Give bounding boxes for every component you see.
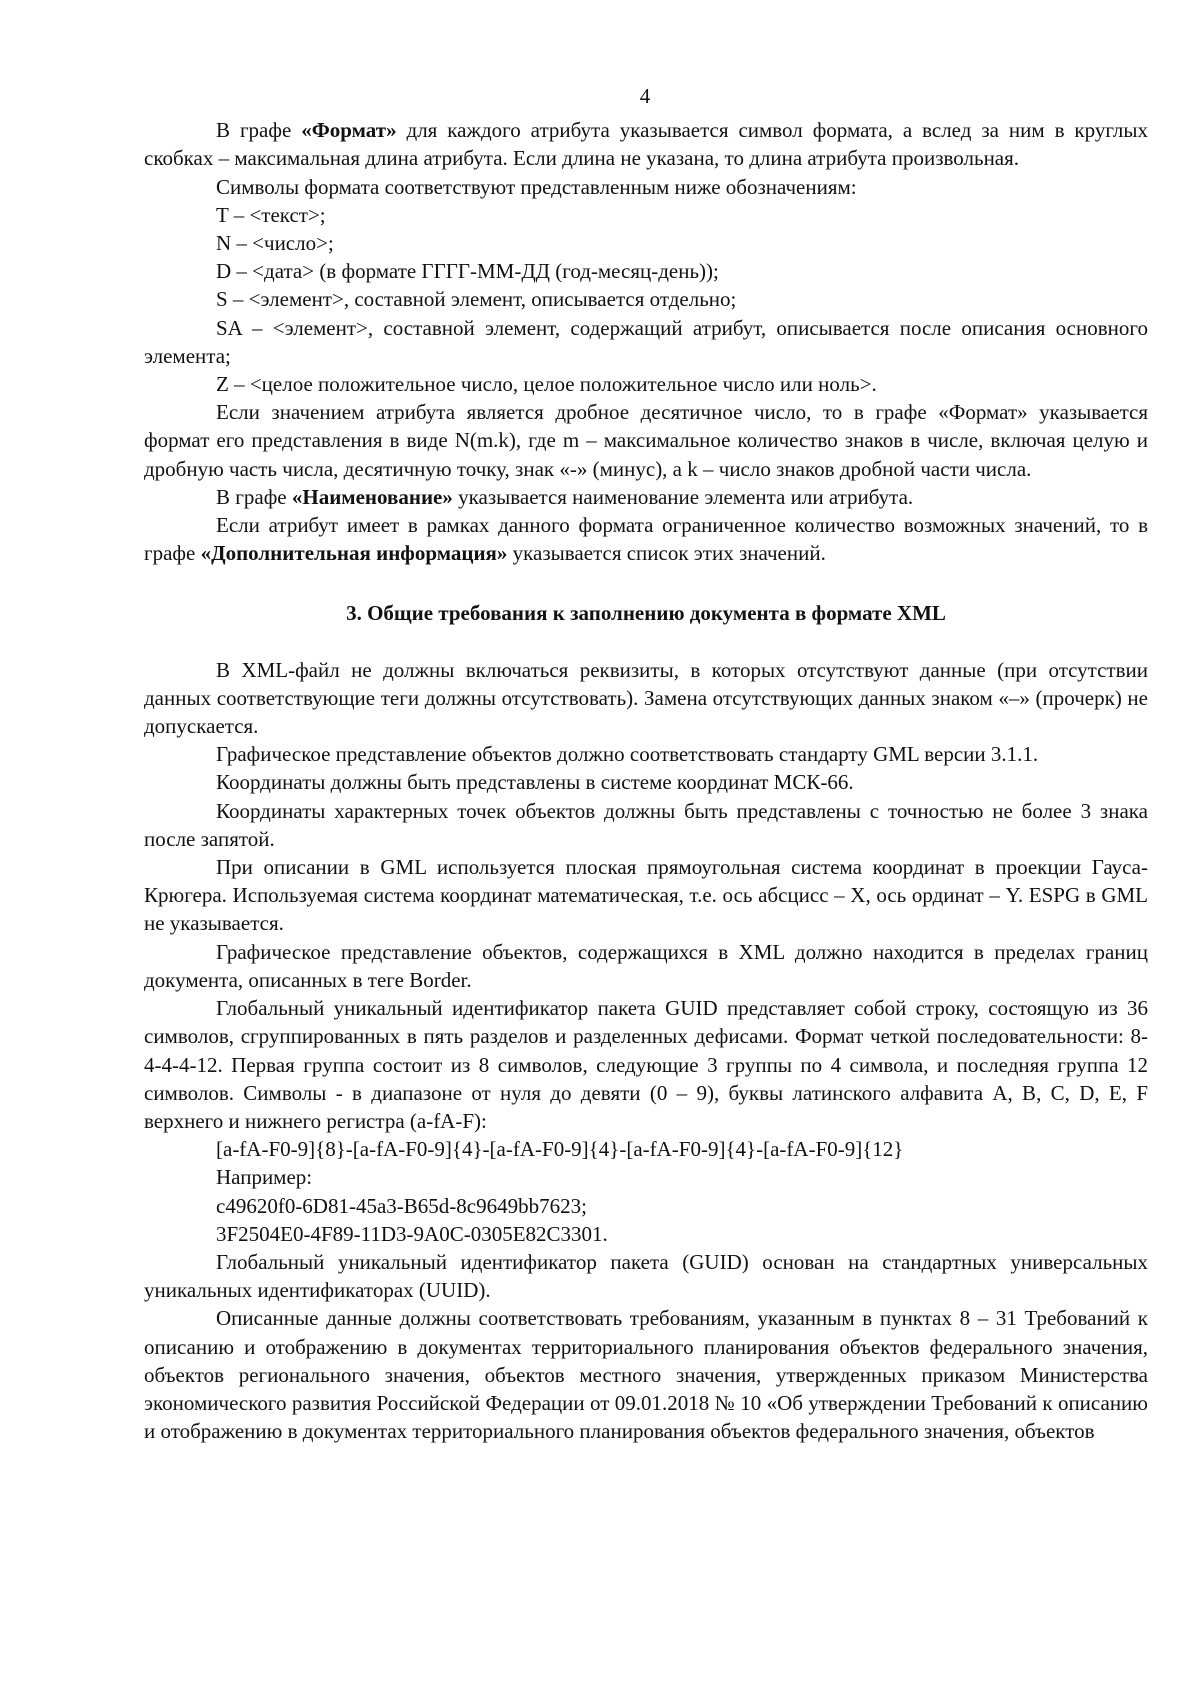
format-item-z: Z – <целое положительное число, целое положительное число или ноль>. [216,372,877,397]
text-run: указывается список этих значений. [507,541,826,566]
paragraph-gauss-kruger: При описании в GML используется плоская прямоугольная система координат в проекции Гауса-Крюгера. Используемая система координат математическая, т.е. ось абсцисс – X, ось ординат – Y. ESPG в GML не указывается. [144,855,1148,936]
paragraph-additional-info [144,511,1148,567]
text-run: указывается наименование элемента или атрибута. [452,484,914,509]
paragraph-border-tag: Графическое представление объектов, содержащихся в XML должно находится в пределах границ документа, описанных в теге Border. [144,939,1148,992]
paragraph-decimal-format: Если значением атрибута является дробное десятичное число, то в графе «Формат» указывается формат его представления в виде N(m.k), где m – максимальное количество знаков в числе, включая целую и дробную часть числа, десятичную точку, знак «-» (минус), а k – число знаков дробной части числа. [144,400,1148,481]
guid-example: 3F2504E0-4F89-11D3-9A0C-0305E82C3301. [216,1221,608,1246]
text-run: В графе [216,118,302,143]
text-run: В графе [216,484,292,509]
paragraph-empty-data: В XML-файл не должны включаться реквизиты, в которых отсутствуют данные (при отсутствии данных соответствующие теги должны отсутствовать). Замена отсутствующих данных знаком «–» (прочерк) не допускается. [144,657,1148,739]
text-run: Если атрибут имеет в рамках данного формата ограниченное количество возможных значений, то в графе [144,513,1148,566]
bold-term-additional-info: «Дополнительная информация» [200,541,508,566]
format-item-d: D – <дата> (в формате ГГГГ-ММ-ДД (год-месяц-день)); [216,259,719,284]
paragraph-guid-uuid: Глобальный уникальный идентификатор пакета (GUID) основан на стандартных универсальных уникальных идентификаторах (UUID). [144,1249,1148,1303]
text-run: для каждого атрибута указывается символ формата, а вслед за ним в круглых скобках – максимальная длина атрибута. Если длина не указана, то длина атрибута произвольная. [144,118,1148,171]
paragraph-name-column [144,483,1148,511]
format-item-n: N – <число>; [216,231,334,256]
guid-regex: [a-fA-F0-9]{8}-[a-fA-F0-9]{4}-[a-fA-F0-9]{4}-[a-fA-F0-9]{4}-[a-fA-F0-9]{12} [216,1137,904,1162]
paragraph-format-symbols: Символы формата соответствуют представленным ниже обозначениям: [216,174,857,199]
format-item-t: T – <текст>; [216,202,326,227]
paragraph-coordinate-system: Координаты должны быть представлены в системе координат МСК-66. [216,770,854,795]
section-heading: 3. Общие требования к заполнению документа в формате XML [346,601,946,626]
guid-example: c49620f0-6D81-45a3-B65d-8c9649bb7623; [216,1193,587,1218]
bold-term-format: «Формат» [301,118,397,143]
paragraph-requirements: Описанные данные должны соответствовать требованиям, указанным в пунктах 8 – 31 Требований к описанию и отображению в документах территориального планирования объектов федерального значения, объектов регионального значения, объектов местного значения, утвержденных приказом Министерства экономического развития Российской Федерации от 09.01.2018 № 10 «Об утверждении Требований к описанию и отображению в документах территориального планирования объектов федерального значения, объектов [144,1306,1148,1444]
page-number: 4 [639,84,651,108]
bold-term-name: «Наименование» [291,484,453,509]
paragraph-coordinate-precision: Координаты характерных точек объектов должны быть представлены с точностью не более 3 знака после запятой. [144,798,1148,851]
paragraph-guid-format: Глобальный уникальный идентификатор пакета GUID представляет собой строку, состоящую из 36 символов, сгруппированных в пять разделов и разделенных дефисами. Формат четкой последовательности: 8-4-4-4-12. Первая группа состоит из 8 символов, следующие 3 группы по 4 символа, и последняя группа 12 символов. Символы - в диапазоне от нуля до девяти (0 – 9), буквы латинского алфавита A, B, C, D, E, F верхнего и нижнего регистра (a-fA-F): [144,996,1148,1133]
format-item-sa: SA – <элемент>, составной элемент, содержащий атрибут, описывается после описания основного элемента; [144,315,1148,368]
example-label: Например: [216,1165,313,1190]
paragraph-format-column [144,116,1148,172]
format-item-s: S – <элемент>, составной элемент, описывается отдельно; [216,287,737,312]
paragraph-gml-standard: Графическое представление объектов должно соответствовать стандарту GML версии 3.1.1. [216,742,1039,767]
